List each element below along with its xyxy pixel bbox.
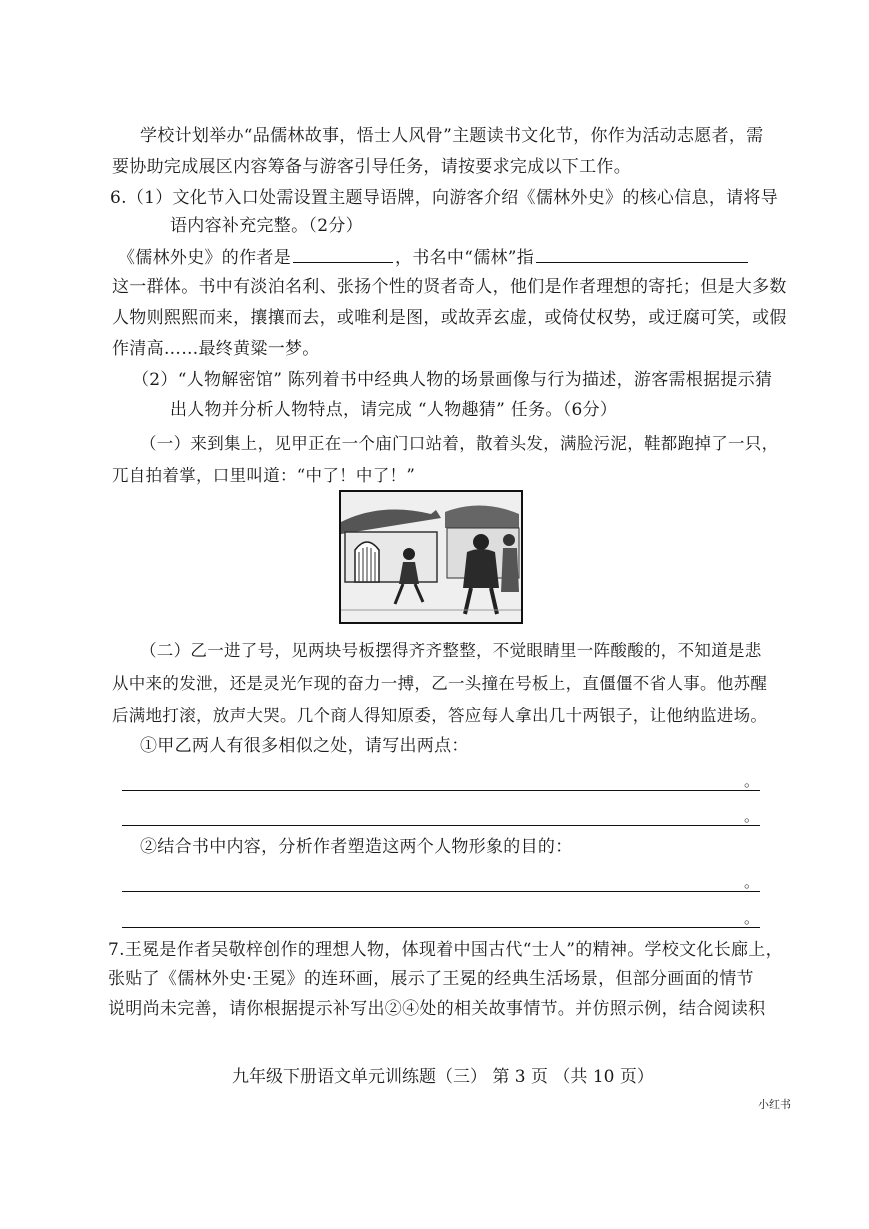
q7-line-2: 张贴了《儒林外史·王冕》的连环画，展示了王冕的经典生活场景，但部分画面的情节 <box>108 969 754 989</box>
answer-line-2-period: 。 <box>744 807 760 825</box>
character-yi-line-1: （二）乙一进了号，见两块号板摆得齐齐整整，不觉眼睛里一阵酸酸的，不知道是悲 <box>140 641 762 660</box>
fill-rulin-prompt: ，书名中“儒林”指 <box>395 248 535 268</box>
q7-line-1: 7.王冕是作者吴敬梓创作的理想人物，体现着中国古代“士人”的精神。学校文化长廊上， <box>108 940 783 960</box>
answer-line-4[interactable] <box>122 927 760 928</box>
answer-line-3-period: 。 <box>744 873 760 891</box>
sub-question-1: ①甲乙两人有很多相似之处，请写出两点： <box>140 736 469 756</box>
q6-part2-line-1: （2）“人物解密馆” 陈列着书中经典人物的场景画像与行为描述，游客需根据提示猜 <box>132 370 773 390</box>
answer-line-3[interactable] <box>122 891 760 892</box>
character-yi-line-2: 从中来的发泄，还是灵光乍现的奋力一搏，乙一头撞在号板上，直僵僵不省人事。他苏醒 <box>112 674 768 693</box>
q6-part1-line-2: 语内容补充完整。（2分） <box>170 216 363 236</box>
sub-question-2: ②结合书中内容，分析作者塑造这两个人物形象的目的： <box>140 837 573 857</box>
woodcut-scene-image <box>341 492 521 622</box>
fill-author-prompt: 《儒林外史》的作者是 <box>118 248 291 268</box>
q7-line-3: 说明尚未完善，请你根据提示补写出②④处的相关故事情节。并仿照示例，结合阅读积 <box>108 999 766 1019</box>
q6-body-line-3: 作清高……最终黄粱一梦。 <box>112 339 320 359</box>
character-jia-line-1: （一）来到集上，见甲正在一个庙门口站着，散着头发，满脸污泥，鞋都跑掉了一只， <box>140 434 779 453</box>
answer-line-1[interactable] <box>122 790 760 791</box>
character-jia-line-2: 兀自拍着掌，口里叫道：“中了！中了！” <box>112 466 416 485</box>
author-blank[interactable] <box>293 245 393 263</box>
q6-body-line-2: 人物则熙熙而来，攘攘而去，或唯利是图，或故弄玄虚，或倚仗权势，或迂腐可笑，或假 <box>112 308 787 328</box>
answer-line-2[interactable] <box>122 825 760 826</box>
rulin-meaning-blank[interactable] <box>536 245 748 263</box>
character-yi-line-3: 后满地打滚，放声大哭。几个商人得知原委，答应每人拿出几十两银子，让他纳监进场。 <box>112 706 768 725</box>
q6-body-line-1: 这一群体。书中有淡泊名利、张扬个性的贤者奇人，他们是作者理想的寄托；但是大多数 <box>112 277 787 297</box>
intro-line-2: 要协助完成展区内容筹备与游客引导任务，请按要求完成以下工作。 <box>112 157 631 177</box>
watermark-text: 小红书 <box>758 1098 791 1111</box>
page-footer: 九年级下册语文单元训练题（三） 第 3 页 （共 10 页） <box>232 1067 654 1087</box>
scene-illustration <box>339 490 523 624</box>
q6-fill-line <box>118 245 750 270</box>
q6-part1-line-1: 6.（1）文化节入口处需设置主题导语牌，向游客介绍《儒林外史》的核心信息，请将导 <box>110 188 779 208</box>
q6-part2-line-2: 出人物并分析人物特点，请完成 “人物趣猜” 任务。（6分） <box>170 400 618 420</box>
answer-line-1-period: 。 <box>744 772 760 790</box>
intro-line-1: 学校计划举办“品儒林故事，悟士人风骨”主题读书文化节，你作为活动志愿者，需 <box>140 126 764 146</box>
answer-line-4-period: 。 <box>744 909 760 927</box>
